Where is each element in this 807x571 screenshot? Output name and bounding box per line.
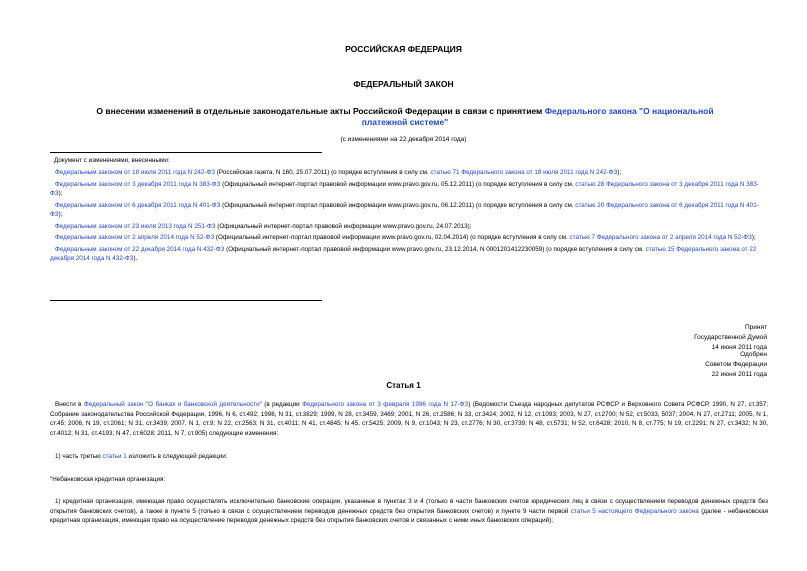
amendment-text: (Российская газета, N 160, 25.07.2011) (о порядке вступления в силу см.	[215, 168, 431, 176]
amendment-item	[50, 201, 770, 219]
paragraph-text: изложить в следующей редакции:	[126, 453, 228, 460]
title-text: О внесении изменений в отдельные законодательные акты Российской Федерации в связи с принятием	[96, 106, 545, 116]
amendment-law-link[interactable]: Федеральным законом от 23 июля 2013 года N 251-ФЗ	[55, 222, 216, 230]
banks-law-link[interactable]: Федеральный закон "О банках и банковской деятельности"	[84, 401, 262, 408]
amendments-list	[50, 156, 770, 266]
paragraph-text: 1) часть третью	[55, 453, 103, 460]
amendment-article-link[interactable]: статью 15 Федерального закона от 22 декабря 2014 года N 432-ФЗ	[50, 246, 757, 263]
amendment-text: (Официальный интернет-портал правовой информации www.pravo.gov.ru, 23.12.2014, N 0001201412230059) (о порядке вступления в силу см.	[224, 246, 646, 254]
amendment-article-link[interactable]: статью 28 Федерального закона от 3 декабря 2011 года N 383-ФЗ	[50, 180, 759, 197]
amendment-text: (Официальный интернет-портал правовой информации www.pravo.gov.ru, 24.07.2013);	[215, 222, 472, 230]
country-heading: РОССИЙСКАЯ ФЕДЕРАЦИЯ	[345, 44, 462, 54]
amendment-text: (Официальный интернет-портал правовой информации www.pravo.gov.ru, 02.04.2014) (о порядке вступления в силу см.	[214, 234, 570, 242]
amendment-article-link[interactable]: статью 71 Федерального закона от 18 июля 2011 года N 242-ФЗ	[430, 168, 618, 176]
law-type-heading: ФЕДЕРАЛЬНЫЙ ЗАКОН	[353, 79, 454, 89]
amendments-intro: Документ с изменениями, внесенными:	[54, 157, 170, 164]
article-paragraph-4	[50, 497, 768, 526]
amendment-item	[50, 222, 770, 231]
law-17fz-link[interactable]: Федерального закона от 3 февраля 1996 года N 17-ФЗ	[302, 401, 469, 408]
adopted-block	[567, 323, 767, 353]
article-paragraph-3: "Небанковская кредитная организация:	[50, 476, 166, 483]
article-5-link[interactable]: статьи 5 настоящего Федерального закона	[570, 507, 699, 515]
changes-note: (с изменениями на 22 декабря 2014 года)	[340, 136, 467, 143]
amendment-article-link[interactable]: статью 20 Федерального закона от 6 декабря 2011 года N 401-ФЗ	[50, 201, 759, 218]
paragraph-text: Внести в	[55, 401, 84, 408]
paragraph-text: (далее - небанковская кредитная организация, имеющая право на осуществление переводов денежных средств без открытия банковских счетов и связанных с ними иных банковских операций);	[50, 507, 768, 525]
amendment-text-end: );	[751, 234, 756, 242]
amendment-law-link[interactable]: Федеральным законом от 3 декабря 2011 года N 383-ФЗ	[55, 180, 221, 188]
adopted-label: Принят	[744, 324, 767, 331]
amendment-text-end: ).	[133, 255, 138, 263]
bottom-divider	[50, 300, 322, 301]
approved-body: Советом Федерации	[705, 361, 767, 368]
approved-block	[567, 350, 767, 380]
amendment-law-link[interactable]: Федеральным законом от 2 апреля 2014 года N 52-ФЗ	[55, 234, 215, 242]
amendment-item	[50, 180, 770, 198]
paragraph-text: (в редакции	[261, 401, 303, 408]
amendment-text: (Официальный интернет-портал правовой информации www.pravo.gov.ru, 05.12.2011) (о порядке вступления в силу см.	[220, 180, 576, 188]
top-divider	[50, 152, 322, 153]
article-paragraph-2	[50, 452, 768, 462]
amendment-text: (Официальный интернет-портал правовой информации www.pravo.gov.ru, 06.12.2011) (о порядке вступления в силу см.	[220, 201, 576, 209]
paragraph-text: ) (Ведомости Съезда народных депутатов РСФСР и Верховного Совета РСФСР, 1990, N 27, ст.357; Собрание законодательства Российской Федерации, 1996, N 6, ст.492; 1998, N 31, ст.3829; 1999, N 28, ст.3459, 3469; 2001, N 26, ст.2586; N 33, ст.3424; 2002, N 12, ст.1093; 2003, N 27, ст.2700; N 52, ст.5033, 5037; 2004, N 27, ст.2711; 2005, N 1, ст.45; 2006, N 19, ст.2061; N 31, ст.3439; 2007, N 1, ст.9; N 22, ст.2563; N 31, ст.4011; N 41, ст.4845; N 45, ст.5425; 2009, N 9, ст.1043; N 23, ст.2776; N 30, ст.3739; N 48, ст.5731; N 52, ст.6428; 2010, N 8, ст.775; N 19, ст.2291; N 27, ст.3432; N 30, ст.4012; N 31, ст.4193; N 47, ст.6028; 2011, N 7, ст.905) следующие изменения:	[50, 401, 768, 437]
amendment-text-end: );	[617, 168, 622, 176]
amendment-item	[50, 168, 770, 177]
amendment-law-link[interactable]: Федеральным законом от 18 июля 2011 года N 242-ФЗ	[55, 168, 216, 176]
amendment-text-end: );	[58, 210, 63, 218]
paragraph-text: 1) кредитная организация, имеющая право осуществлять исключительно банковские операции, указанные в пунктах 3 и 4 (только в части банковских счетов юридических лиц в связи с осуществлением переводов денежных средств без открытия банковских счетов), а также в пункте 5 (только в связи с осуществлением переводов денежных средств без открытия банковских счетов) и пункте 9 части первой	[50, 498, 768, 515]
amendment-law-link[interactable]: Федеральным законом от 6 декабря 2011 года N 401-ФЗ	[55, 201, 221, 209]
approved-label: Одобрен	[740, 351, 767, 358]
amendment-article-link[interactable]: статью 7 Федерального закона от 2 апреля 2014 года N 52-ФЗ	[569, 234, 752, 242]
article-paragraph-1	[50, 400, 768, 438]
amendment-law-link[interactable]: Федеральным законом от 22 декабря 2014 года N 432-ФЗ	[55, 246, 225, 254]
title-law-link[interactable]: Федерального закона "О национальной платежной системе"	[361, 106, 714, 127]
article-1-link[interactable]: статьи 1	[102, 453, 127, 460]
amendment-text-end: );	[58, 189, 63, 197]
approved-date: 22 июня 2011 года	[711, 371, 767, 378]
amendment-item	[50, 245, 770, 263]
article-title: Статья 1	[386, 381, 421, 390]
document-title	[80, 106, 730, 128]
amendment-item	[50, 233, 770, 242]
adopted-date: 14 июня 2011 года	[711, 344, 767, 351]
adopted-body: Государственной Думой	[694, 334, 767, 341]
